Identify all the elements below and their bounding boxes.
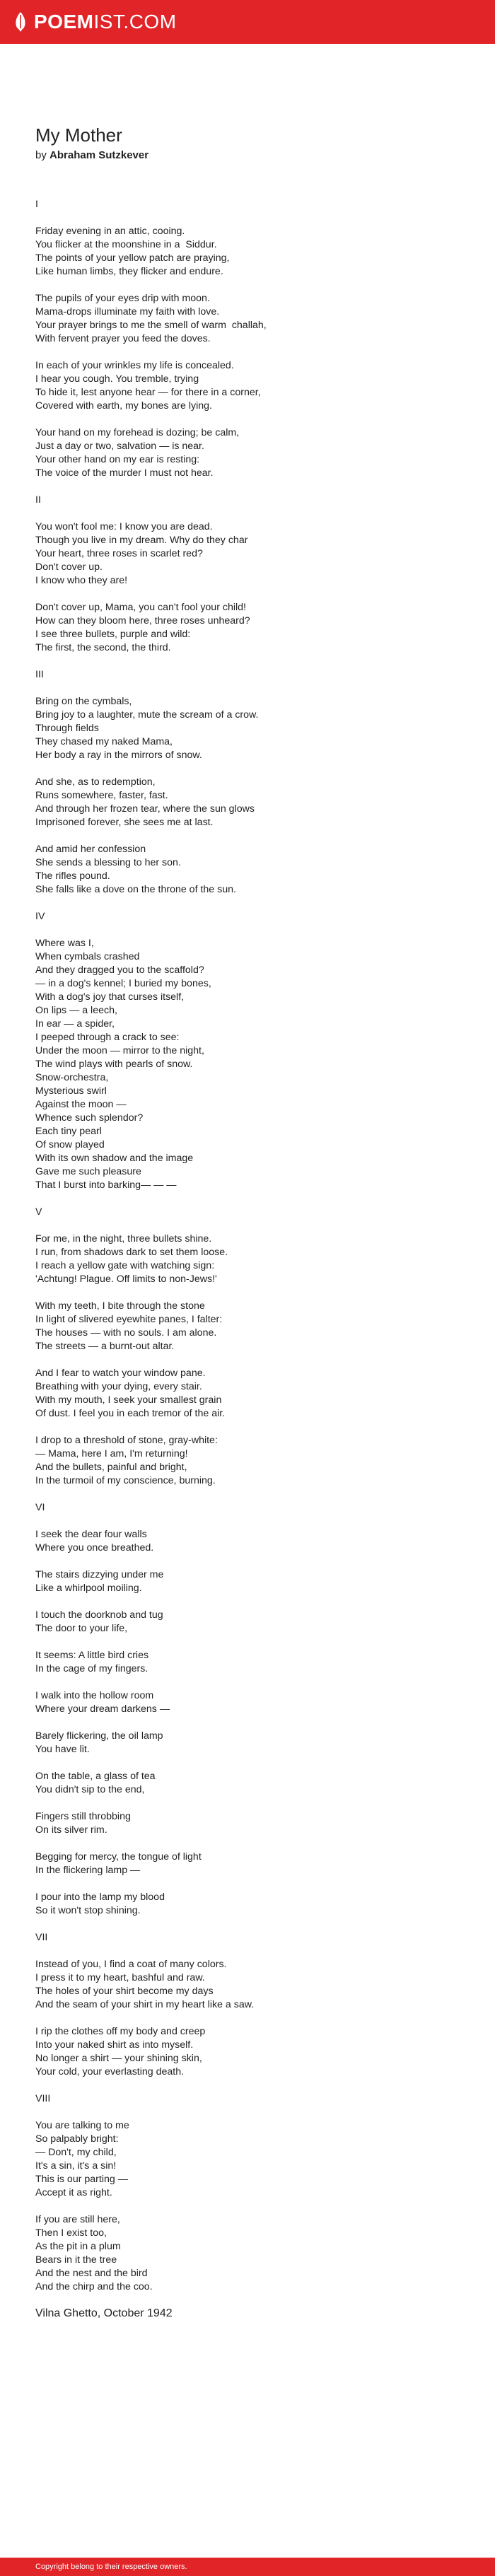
poem-line: In light of slivered eyewhite panes, I falter: (35, 1314, 223, 1325)
poem-line: No longer a shirt — your shining skin, (35, 2053, 202, 2064)
stanza (35, 1730, 461, 1756)
stanza (35, 1367, 461, 1421)
poem-line: The wind plays with pearls of snow. (35, 1059, 193, 1070)
poem-line: And I fear to watch your window pane. (35, 1368, 206, 1379)
poem-line: I seek the dear four walls (35, 1529, 147, 1540)
copyright-text: Copyright belong to their respective owners. (35, 2563, 187, 2571)
poem-line: With my mouth, I seek your smallest grain (35, 1394, 222, 1406)
poem-line: When cymbals crashed (35, 951, 140, 962)
poem-line: Bring on the cymbals, (35, 696, 132, 707)
poem-line: You flicker at the moonshine in a Siddur. (35, 239, 217, 250)
poem-line: They chased my naked Mama, (35, 736, 173, 747)
poem-line: Your hand on my forehead is dozing; be calm, (35, 427, 240, 438)
poem-line: She falls like a dove on the throne of the sun. (35, 884, 236, 895)
poem-line: And the nest and the bird (35, 2268, 148, 2279)
poem-line: I see three bullets, purple and wild: (35, 629, 191, 640)
poem-line: I reach a yellow gate with watching sign: (35, 1260, 215, 1271)
poem-line: The streets — a burnt-out altar. (35, 1341, 175, 1352)
stanza (35, 2213, 461, 2294)
poem-line: And the seam of your shirt in my heart like a saw. (35, 1999, 255, 2010)
poem-line: I drop to a threshold of stone, gray-white: (35, 1435, 218, 1446)
poem-line: The rifles pound. (35, 870, 110, 882)
poem-line: Where your dream darkens — (35, 1703, 170, 1715)
poem-line: On its silver rim. (35, 1824, 107, 1836)
poem-content (0, 44, 495, 2362)
poem-line: With my teeth, I bite through the stone (35, 1300, 205, 1312)
poem-line: Each tiny pearl (35, 1126, 102, 1137)
stanza (35, 1851, 461, 1877)
poem-line: Instead of you, I find a coat of many colors. (35, 1959, 227, 1970)
stanza (35, 695, 461, 762)
stanza (35, 1770, 461, 1797)
poem-line: With fervent prayer you feed the doves. (35, 333, 211, 344)
poem-line: On lips — a leech, (35, 1005, 117, 1016)
poem-line: Where was I, (35, 938, 94, 949)
poem-line: That I burst into barking— — — (35, 1179, 177, 1191)
poem-line: So palpably bright: (35, 2133, 119, 2145)
poem-line: On the table, a glass of tea (35, 1771, 156, 1782)
stanza (35, 292, 461, 346)
poem-line: It's a sin, it's a sin! (35, 2160, 117, 2172)
poem-line: How can they bloom here, three roses unheard? (35, 615, 250, 626)
poem-body (35, 198, 461, 2294)
stanza (35, 1568, 461, 1595)
poem-line: Of dust. I feel you in each tremor of the air. (35, 1408, 226, 1419)
poem-line: Bears in it the tree (35, 2254, 117, 2266)
poem-line: Just a day or two, salvation — is near. (35, 441, 204, 452)
poem-line: And through her frozen tear, where the sun glows (35, 803, 255, 815)
poem-line: Mama-drops illuminate my faith with love. (35, 306, 220, 317)
section-number: II (35, 494, 41, 506)
poem-line: Your prayer brings to me the smell of warm challah, (35, 320, 267, 331)
dateline: Vilna Ghetto, October 1942 (35, 2307, 173, 2319)
stanza (35, 2025, 461, 2079)
poem-line: 'Achtung! Plague. Off limits to non-Jews!' (35, 1274, 217, 1285)
stanza (35, 520, 461, 588)
stanza (35, 937, 461, 1192)
poem-line: And the bullets, painful and bright, (35, 1462, 187, 1473)
stanza (35, 776, 461, 829)
section-number: V (35, 1206, 42, 1218)
stanza (35, 2119, 461, 2200)
byline (35, 149, 461, 161)
poem-line: I touch the doorknob and tug (35, 1609, 163, 1621)
poem-line: She sends a blessing to her son. (35, 857, 181, 868)
poem-line: For me, in the night, three bullets shine. (35, 1233, 212, 1245)
poem-line: The holes of your shirt become my days (35, 1986, 214, 1997)
poem-line: Runs somewhere, faster, fast. (35, 790, 168, 801)
poem-line: It seems: A little bird cries (35, 1650, 149, 1661)
poem-line: Friday evening in an attic, cooing. (35, 226, 185, 237)
poem-line: And amid her confession (35, 844, 146, 855)
poem-line: You won't fool me: I know you are dead. (35, 521, 213, 532)
stanza (35, 426, 461, 480)
poem-line: As the pit in a plum (35, 2241, 121, 2252)
poem-line: Like human limbs, they flicker and endure. (35, 266, 223, 277)
poem-line: I rip the clothes off my body and creep (35, 2026, 206, 2037)
poem-line: In each of your wrinkles my life is concealed. (35, 360, 234, 371)
stanza (35, 1689, 461, 1716)
poem-line: Her body a ray in the mirrors of snow. (35, 750, 202, 761)
poem-line: — Don't, my child, (35, 2147, 117, 2158)
poem-line: You didn't sip to the end, (35, 1784, 145, 1795)
poem-line: Your cold, your everlasting death. (35, 2066, 185, 2077)
poem-line: Under the moon — mirror to the night, (35, 1045, 204, 1056)
poem-line: I peeped through a crack to see: (35, 1032, 180, 1043)
poem-line: If you are still here, (35, 2214, 120, 2225)
poem-line: The points of your yellow patch are praying, (35, 252, 230, 264)
poem-line: Like a whirlpool moiling. (35, 1583, 142, 1594)
section-number: VIII (35, 2093, 51, 2104)
logo-text-light: IST.COM (93, 11, 177, 33)
byline-by: by (35, 149, 47, 161)
stanza (35, 225, 461, 279)
poem-line: Mysterious swirl (35, 1085, 107, 1097)
poem-line: — in a dog's kennel; I buried my bones, (35, 978, 211, 989)
stanza (35, 1300, 461, 1353)
section-number: VII (35, 1932, 48, 1943)
poem-line: Don't cover up. (35, 561, 103, 573)
poem-line: Fingers still throbbing (35, 1811, 131, 1822)
stanza (35, 1891, 461, 1918)
poem-line: Barely flickering, the oil lamp (35, 1730, 163, 1742)
poem-line: The first, the second, the third. (35, 642, 171, 653)
poem-line: Whence such splendor? (35, 1112, 144, 1124)
quill-icon (13, 11, 28, 33)
section-number: IV (35, 911, 45, 922)
poem-line: Begging for mercy, the tongue of light (35, 1851, 202, 1863)
poem-line: Then I exist too, (35, 2227, 107, 2239)
section-number: III (35, 669, 44, 680)
poem-line: Snow-orchestra, (35, 1072, 109, 1083)
poem-line: In the flickering lamp — (35, 1865, 141, 1876)
footer-bar (0, 2558, 495, 2576)
section-number: VI (35, 1502, 45, 1513)
stanza (35, 843, 461, 897)
poem-line: You have lit. (35, 1744, 90, 1755)
poem-line: Accept it as right. (35, 2187, 112, 2198)
stanza (35, 1232, 461, 1286)
section-number: I (35, 199, 38, 210)
poem-line: Of snow played (35, 1139, 105, 1150)
poem-line: Your heart, three roses in scarlet red? (35, 548, 203, 559)
site-logo[interactable] (13, 11, 177, 33)
poem-line: In ear — a spider, (35, 1018, 115, 1030)
author-link[interactable]: Abraham Sutzkever (50, 149, 149, 161)
stanza (35, 1958, 461, 2012)
poem-line: So it won't stop shining. (35, 1905, 141, 1916)
poem-line: I run, from shadows dark to set them loose. (35, 1247, 228, 1258)
poem-line: And the chirp and the coo. (35, 2281, 153, 2292)
poem-line: I know who they are! (35, 575, 128, 586)
poem-line: The door to your life, (35, 1623, 128, 1634)
stanza (35, 601, 461, 655)
poem-line: I walk into the hollow room (35, 1690, 154, 1701)
poem-line: To hide it, lest anyone hear — for there in a corner, (35, 387, 261, 398)
poem-line: Bring joy to a laughter, mute the scream of a crow. (35, 709, 259, 721)
poem-line: Through fields (35, 723, 99, 734)
poem-line: With its own shadow and the image (35, 1153, 194, 1164)
poem-line: The voice of the murder I must not hear. (35, 467, 214, 479)
poem-line: The pupils of your eyes drip with moon. (35, 293, 210, 304)
poem-line: I pour into the lamp my blood (35, 1892, 165, 1903)
stanza (35, 1609, 461, 1636)
poem-line: Against the moon — (35, 1099, 127, 1110)
stanza (35, 1649, 461, 1676)
poem-line: Imprisoned forever, she sees me at last. (35, 817, 214, 828)
poem-line: The stairs dizzying under me (35, 1569, 164, 1580)
top-bar (0, 0, 495, 44)
poem-line: The houses — with no souls. I am alone. (35, 1327, 217, 1339)
poem-line: I hear you cough. You tremble, trying (35, 373, 199, 385)
poem-line: I press it to my heart, bashful and raw. (35, 1972, 205, 1983)
poem-line: In the cage of my fingers. (35, 1663, 148, 1674)
poem-line: You are talking to me (35, 2120, 129, 2131)
poem-line: Gave me such pleasure (35, 1166, 141, 1177)
logo-text-bold: POEM (34, 11, 94, 33)
poem-line: Into your naked shirt as into myself. (35, 2039, 194, 2051)
stanza (35, 1528, 461, 1555)
poem-line: And they dragged you to the scaffold? (35, 964, 204, 976)
stanza (35, 359, 461, 413)
poem-line: This is our parting — (35, 2174, 128, 2185)
poem-line: With a dog's joy that curses itself, (35, 991, 185, 1003)
poem-line: — Mama, here I am, I'm returning! (35, 1448, 188, 1459)
stanza (35, 1810, 461, 1837)
poem-line: In the turmoil of my conscience, burning. (35, 1475, 216, 1486)
poem-line: Covered with earth, my bones are lying. (35, 400, 212, 412)
poem-line: Where you once breathed. (35, 1542, 154, 1554)
poem-line: Don't cover up, Mama, you can't fool your child! (35, 602, 246, 613)
poem-line: Your other hand on my ear is resting: (35, 454, 200, 465)
poem-title: My Mother (35, 124, 122, 146)
poem-line: Breathing with your dying, every stair. (35, 1381, 202, 1392)
poem-line: Though you live in my dream. Why do they char (35, 535, 248, 546)
poem-line: And she, as to redemption, (35, 776, 156, 788)
stanza (35, 1434, 461, 1488)
